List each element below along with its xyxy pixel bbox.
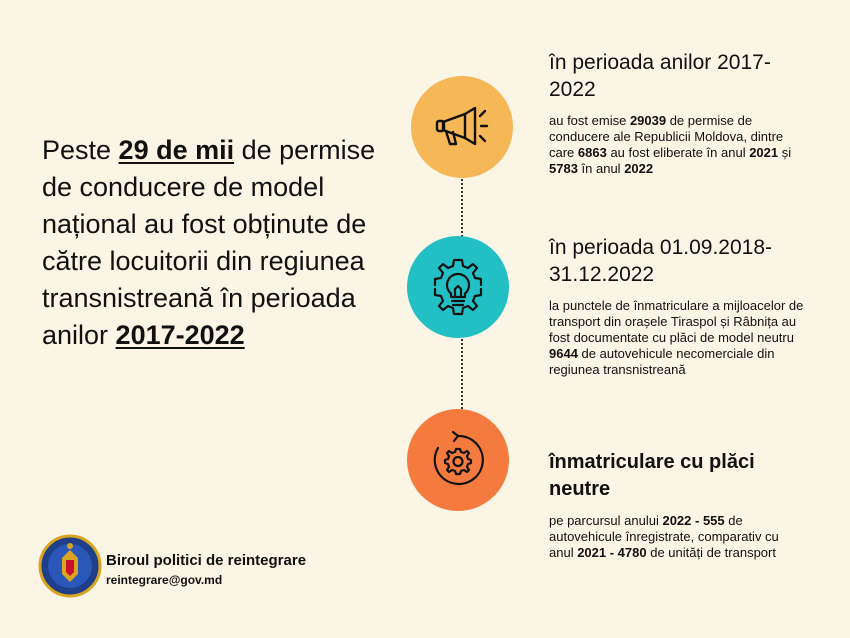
info-text-3: pe parcursul anului 2022 - 555 de autovehicule înregistrate, comparativ cu anul 2021 - 4780 de unități de transport xyxy=(549,513,779,560)
footer xyxy=(38,528,306,604)
gear-refresh-icon xyxy=(425,427,491,493)
headline-highlight-years: 2017-2022 xyxy=(115,320,245,350)
headline-text: Peste xyxy=(42,135,119,165)
circle-3 xyxy=(407,409,509,511)
info-block-3 xyxy=(549,449,799,561)
footer-email[interactable]: reintegrare@gov.md xyxy=(106,573,223,587)
info-text-2: la punctele de înmatriculare a mijloacelor de transport din orașele Tiraspol și Râbnița au fost documentate cu plăci de model neutru 9644 de autovehicule necomerciale din regiunea transnistreană xyxy=(549,298,804,377)
footer-org-name: Biroul politici de reintegrare xyxy=(106,552,307,569)
government-seal-icon xyxy=(38,528,102,604)
info-heading-2: în perioada 01.09.2018-31.12.2022 xyxy=(549,236,773,286)
headline-text-mid: de permise de conducere de model național au fost obținute de către locuitorii din regiunea transnistreană în perioada anilor xyxy=(42,135,376,350)
circle-1 xyxy=(411,76,513,178)
headline xyxy=(42,132,402,354)
circle-2 xyxy=(407,236,509,338)
info-heading-1: în perioada anilor 2017-2022 xyxy=(549,51,771,101)
info-heading-3: înmatriculare cu plăci neutre xyxy=(549,451,755,500)
megaphone-icon xyxy=(429,94,495,160)
headline-highlight-count: 29 de mii xyxy=(118,135,235,165)
info-block-2 xyxy=(549,234,819,378)
lightbulb-gear-icon xyxy=(425,254,491,320)
info-block-1 xyxy=(549,49,809,177)
info-text-1: au fost emise 29039 de permise de conducere ale Republicii Moldova, dintre care 6863 au fost eliberate în anul 2021 și 5783 în anul 2022 xyxy=(549,113,792,176)
